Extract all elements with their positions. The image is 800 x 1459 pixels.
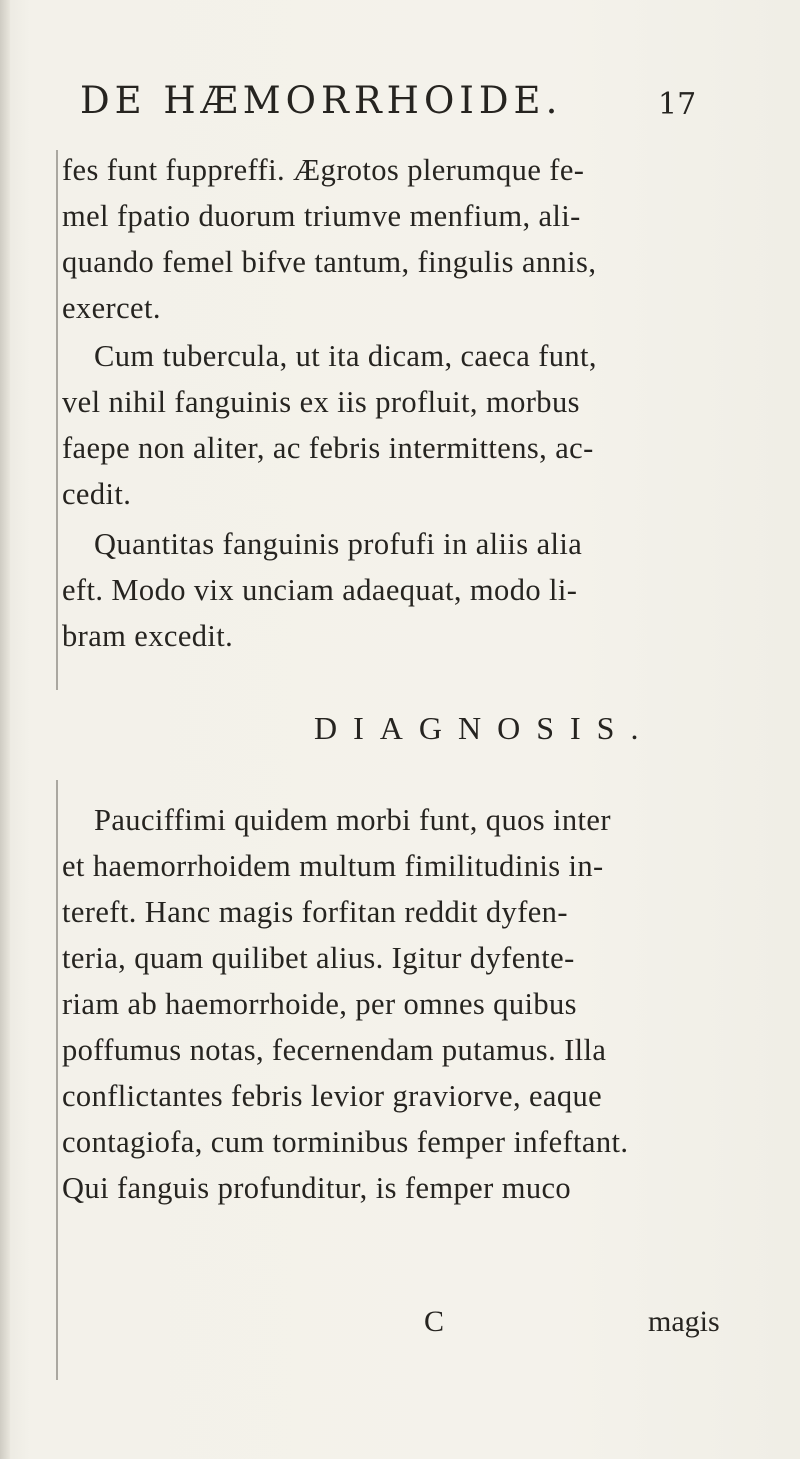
- signature-mark: C: [424, 1305, 445, 1338]
- text-line: faepe non aliter, ac febris intermittens, ac-: [62, 431, 594, 465]
- gutter-shadow: [56, 150, 58, 690]
- page-number: 17: [658, 87, 697, 122]
- text-line: exercet.: [62, 291, 161, 325]
- section-heading: DIAGNOSIS.: [314, 710, 655, 746]
- running-head: [80, 76, 720, 126]
- text-line: tereft. Hanc magis forfitan reddit dyfen-: [62, 895, 568, 929]
- text-line: mel fpatio duorum triumve menfium, ali-: [62, 199, 581, 233]
- text-line: quando femel bifve tantum, fingulis annis,: [62, 245, 597, 279]
- text-line: Qui fanguis profunditur, is femper muco: [62, 1171, 572, 1205]
- text-line: conflictantes febris levior graviorve, eaque: [62, 1079, 603, 1113]
- text-line: teria, quam quilibet alius. Igitur dyfente-: [62, 941, 575, 975]
- text-line: contagiofa, cum torminibus femper infeftant.: [62, 1125, 629, 1159]
- text-line: Pauciffimi quidem morbi funt, quos inter: [94, 803, 611, 837]
- text-line: et haemorrhoidem multum fimilitudinis in-: [62, 849, 604, 883]
- text-line: cedit.: [62, 477, 132, 511]
- text-line: bram excedit.: [62, 619, 234, 653]
- running-title: DE HÆMORRHOIDE.: [80, 79, 563, 122]
- text-line: fes funt fuppreffi. Ægrotos plerumque fe-: [62, 153, 585, 187]
- text-line: Quantitas fanguinis profufi in aliis alia: [94, 527, 583, 561]
- text-line: riam ab haemorrhoide, per omnes quibus: [62, 987, 577, 1021]
- text-line: eft. Modo vix unciam adaequat, modo li-: [62, 573, 578, 607]
- text-line: poffumus notas, fecernendam putamus. Illa: [62, 1033, 607, 1067]
- text-line: vel nihil fanguinis ex iis profluit, morbus: [62, 385, 580, 419]
- gutter-shadow: [56, 780, 58, 1380]
- binding-edge: [0, 0, 10, 1459]
- text-line: Cum tubercula, ut ita dicam, caeca funt,: [94, 339, 597, 373]
- catchword: magis: [648, 1305, 720, 1338]
